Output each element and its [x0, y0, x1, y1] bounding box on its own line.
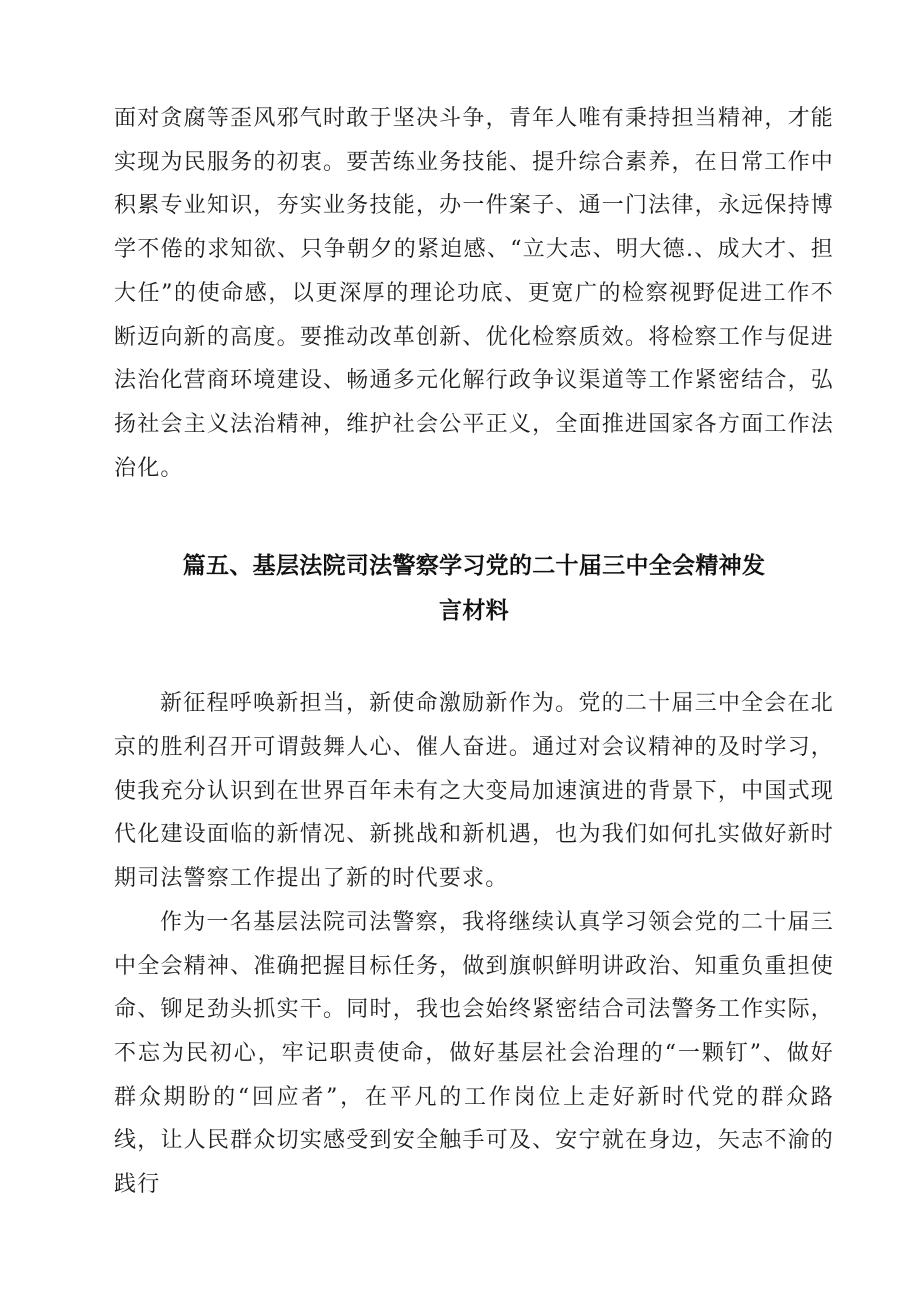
section-title-line-1: 篇五、基层法院司法警察学习党的二十届三中全会精神发: [182, 553, 766, 580]
body-paragraph-2: 作为一名基层法院司法警察，我将继续认真学习领会党的二十届三中全会精神、准确把握目标任务，做到旗帜鲜明讲政治、知重负重担使命、铆足劲头抓实干。同时，我也会始终紧密结合司法警务工作实际，不忘为民初心，牢记职责使命，做好基层社会治理的“一颗钉”、做好群众期盼的“回应者”，在平凡的工作岗位上走好新时代党的群众路线，让人民群众切实感受到安全触手可及、安宁就在身边，矢志不渝的践行: [114, 909, 834, 1198]
continued-paragraph: 面对贪腐等歪风邪气时敢于坚决斗争，青年人唯有秉持担当精神，才能实现为民服务的初衷。要苦练业务技能、提升综合素养，在日常工作中积累专业知识，夯实业务技能，办一件案子、通一门法律，永远保持博学不倦的求知欲、只争朝夕的紧迫感、“立大志、明大德.、成大才、担大任”的使命感，以更深厚的理论功底、更宽广的检察视野促进工作不断迈向新的高度。要推动改革创新、优化检察质效。将检察工作与促进法治化营商环境建设、畅通多元化解行政争议渠道等工作紧密结合，弘扬社会主义法治精神，维护社会公平正义，全面推进国家各方面工作法治化。: [114, 106, 834, 481]
document-body: [114, 97, 834, 1207]
spacer: [114, 634, 834, 682]
section-title-line-2: 言材料: [439, 598, 509, 625]
spacer: [114, 490, 834, 544]
body-paragraph-1: 新征程呼唤新担当，新使命激励新作为。党的二十届三中全会在北京的胜利召开可谓鼓舞人心、催人奋进。通过对会议精神的及时学习，使我充分认识到在世界百年未有之大变局加速演进的背景下，中国式现代化建设面临的新情况、新挑战和新机遇，也为我们如何扎实做好新时期司法警察工作提出了新的时代要求。: [114, 691, 834, 892]
